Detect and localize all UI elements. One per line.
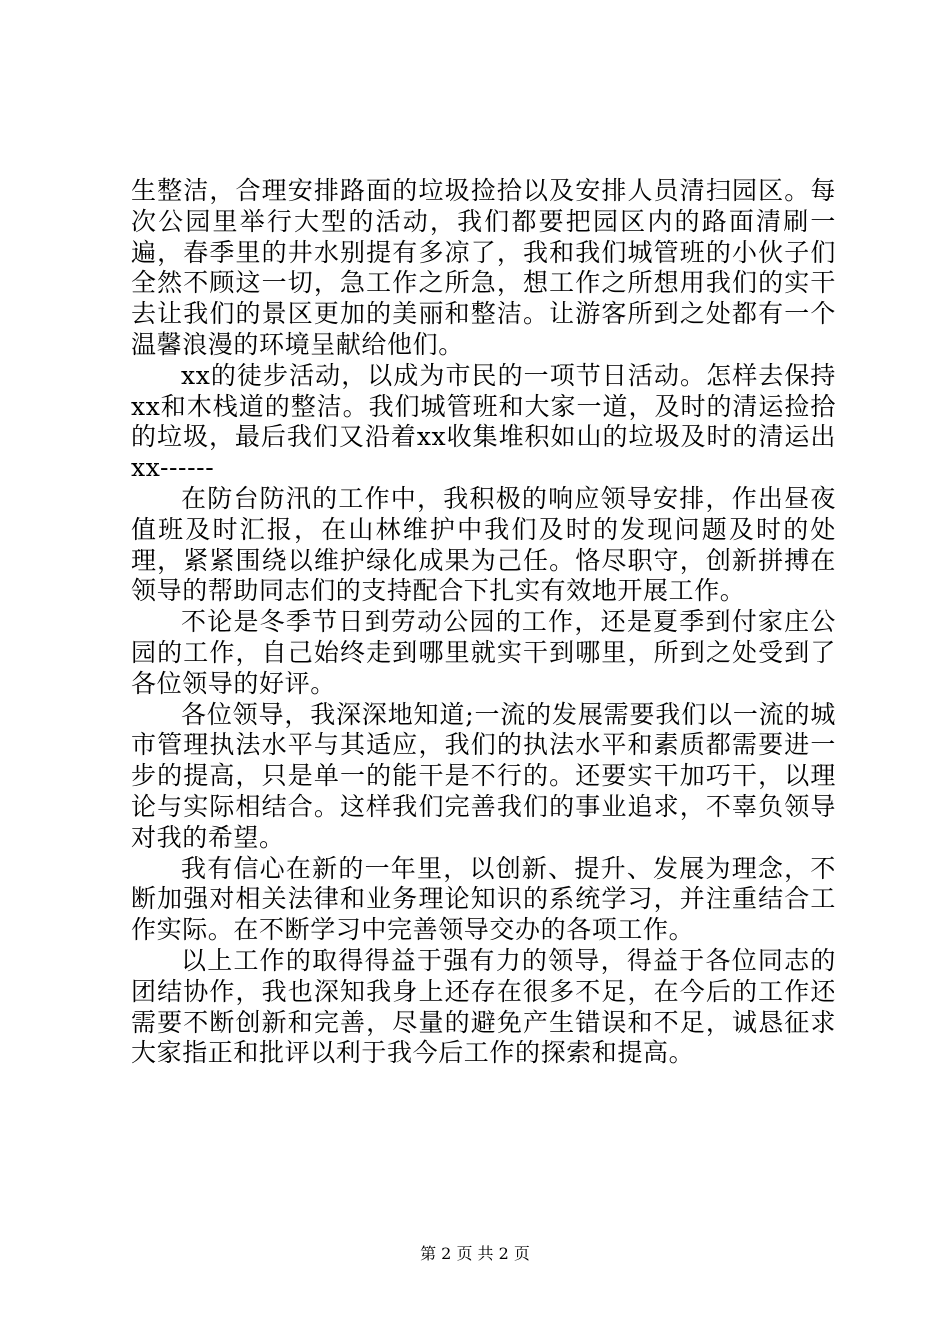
paragraph-2: xx的徒步活动，以成为市民的一项节日活动。怎样去保持xx和木栈道的整洁。我们城管班和大家一道，及时的清运捡拾的垃圾，最后我们又沿着xx收集堆积如山的垃圾及时的清运出xx------ (131, 360, 836, 483)
document-body (131, 176, 836, 1069)
paragraph-1: 生整洁，合理安排路面的垃圾捡拾以及安排人员清扫园区。每次公园里举行大型的活动，我们都要把园区内的路面清刷一遍，春季里的井水别提有多凉了，我和我们城管班的小伙子们全然不顾这一切，急工作之所急，想工作之所想用我们的实干去让我们的景区更加的美丽和整洁。让游客所到之处都有一个温馨浪漫的环境呈献给他们。 (131, 176, 836, 359)
paragraph-3: 在防台防汛的工作中，我积极的响应领导安排，作出昼夜值班及时汇报，在山林维护中我们及时的发现问题及时的处理，紧紧围绕以维护绿化成果为己任。恪尽职守，创新拼搏在领导的帮助同志们的支持配合下扎实有效地开展工作。 (131, 483, 836, 606)
page-number-label: 第 2 页 共 2 页 (420, 1244, 530, 1263)
paragraph-5: 各位领导，我深深地知道;一流的发展需要我们以一流的城市管理执法水平与其适应，我们的执法水平和素质都需要进一步的提高，只是单一的能干是不行的。还要实干加巧干，以理论与实际相结合。这样我们完善我们的事业追求，不辜负领导对我的希望。 (131, 699, 836, 852)
paragraph-7: 以上工作的取得得益于强有力的领导，得益于各位同志的团结协作，我也深知我身上还存在很多不足，在今后的工作还需要不断创新和完善，尽量的避免产生错误和不足，诚恳征求大家指正和批评以利于我今后工作的探索和提高。 (131, 945, 836, 1068)
paragraph-6: 我有信心在新的一年里，以创新、提升、发展为理念，不断加强对相关法律和业务理论知识的系统学习，并注重结合工作实际。在不断学习中完善领导交办的各项工作。 (131, 853, 836, 945)
page-footer (0, 1244, 950, 1264)
paragraph-4: 不论是冬季节日到劳动公园的工作，还是夏季到付家庄公园的工作，自己始终走到哪里就实干到哪里，所到之处受到了各位领导的好评。 (131, 607, 836, 698)
